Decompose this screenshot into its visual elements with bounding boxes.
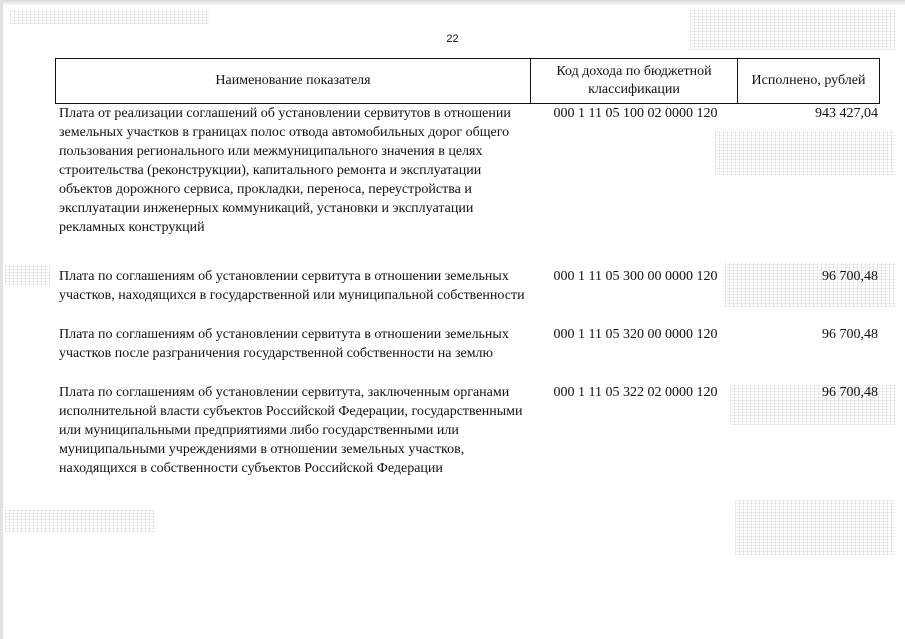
- budget-code-cell: 000 1 11 05 300 00 0000 120: [553, 269, 718, 284]
- table-row: [55, 325, 880, 363]
- scan-noise-left-1: [5, 265, 50, 285]
- page-number: 22: [446, 33, 459, 45]
- revenue-table: [55, 58, 880, 476]
- indicator-name-cell: Плата по соглашениям об установлении сервитута в отношении земельных участков после разграничения государственной собственности на землю: [59, 327, 509, 361]
- executed-sum-cell: 96 700,48: [822, 327, 878, 342]
- table-row: [55, 104, 880, 237]
- scan-noise-bottom-right: [735, 500, 895, 555]
- table-row: [55, 383, 880, 478]
- table-row: [55, 267, 880, 305]
- column-header-executed-sum: Исполнено, рублей: [751, 73, 866, 88]
- column-header-budget-code: Код дохода по бюджетной классификации: [531, 59, 738, 103]
- indicator-name-cell: Плата от реализации соглашений об установлении сервитутов в отношении земельных участков в границах полос отвода автомобильных дорог общего пользования регионального или межмуниципального значения в целях строительства (реконструкции), капитального ремонта и эксплуатации объектов дорожного сервиса, прокладки, переноса, переустройства и эксплуатации инженерных коммуникаций, установки и эксплуатации рекламных конструкций: [59, 106, 511, 235]
- scan-edge-top: [0, 0, 905, 6]
- indicator-name-cell: Плата по соглашениям об установлении сервитута в отношении земельных участков, находящихся в государственной или муниципальной собственности: [59, 269, 525, 303]
- executed-sum-cell: 96 700,48: [822, 269, 878, 284]
- budget-code-cell: 000 1 11 05 320 00 0000 120: [553, 327, 718, 342]
- executed-sum-cell: 96 700,48: [822, 385, 878, 400]
- budget-code-cell: 000 1 11 05 322 02 0000 120: [553, 385, 718, 400]
- table-header-row: [55, 58, 880, 104]
- executed-sum-cell: 943 427,04: [815, 106, 878, 121]
- scan-noise-bottom-left: [5, 510, 155, 532]
- scan-noise-top-left: [10, 10, 210, 24]
- budget-code-cell: 000 1 11 05 100 02 0000 120: [553, 106, 718, 121]
- indicator-name-cell: Плата по соглашениям об установлении сервитута, заключенным органами исполнительной власти субъектов Российской Федерации, государственными или муниципальными предприятиями либо государственными или муниципальными учреждениями в отношении земельных участков, находящихся в собственности субъектов Российской Федерации: [59, 385, 523, 476]
- scan-edge-left: [0, 0, 3, 639]
- column-header-indicator-name: Наименование показателя: [56, 59, 531, 103]
